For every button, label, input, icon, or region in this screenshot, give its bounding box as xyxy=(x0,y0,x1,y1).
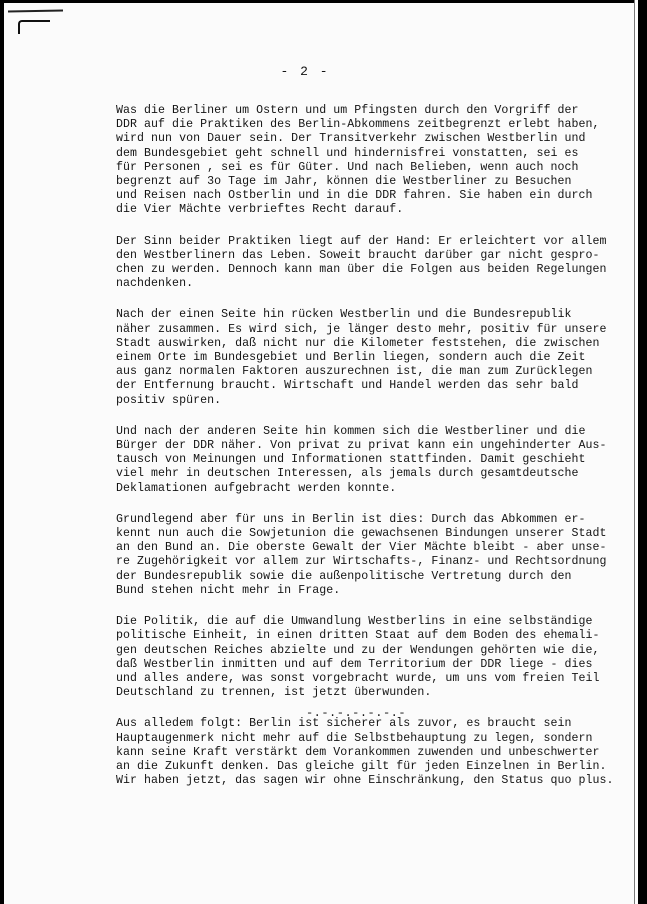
text-line: chen zu werden. Dennoch kann man über die Folgen aus beiden Regelungen xyxy=(116,263,607,277)
paragraph-2 xyxy=(116,235,636,292)
scan-edge-left xyxy=(0,0,4,904)
text-line: Deklamationen aufgebracht werden konnte. xyxy=(116,481,397,495)
text-line: den Westberlinern das Leben. Soweit braucht darüber gar nicht gespro- xyxy=(116,248,600,262)
text-line: und alles andere, was sonst vorgebracht wurde, um uns vom freien Teil xyxy=(116,671,600,685)
scan-corner-mark xyxy=(18,20,50,34)
text-line: an den Bund an. Die oberste Gewalt der Vier Mächte bleibt - aber unse- xyxy=(116,541,607,555)
page-number: - 2 - xyxy=(280,64,330,79)
text-line: einem Orte im Bundesgebiet und Berlin liegen, sondern auch die Zeit xyxy=(116,351,586,365)
text-line: für Personen , sei es für Güter. Und nach Belieben, wenn auch noch xyxy=(116,160,579,174)
text-line: viel mehr in deutschen Interessen, als jemals durch gesamtdeutsche xyxy=(116,467,579,481)
text-line: Der Sinn beider Praktiken liegt auf der Hand: Er erleichtert vor allem xyxy=(116,234,607,248)
text-line: tausch von Meinungen und Informationen stattfinden. Damit geschieht xyxy=(116,453,586,467)
text-line: Was die Berliner um Ostern und um Pfingsten durch den Vorgriff der xyxy=(116,104,579,117)
text-line: näher zusammen. Es wird sich, je länger desto mehr, positiv für unsere xyxy=(116,322,607,336)
scan-corner-line xyxy=(8,10,63,13)
text-line: nachdenken. xyxy=(116,277,194,291)
body-text xyxy=(116,104,636,805)
text-line: DDR auf die Praktiken des Berlin-Abkommens zeitbegrenzt erlebt haben, xyxy=(116,118,600,132)
text-line: der Bundesrepublik sowie die außenpolitische Vertretung durch den xyxy=(116,569,572,583)
text-line: Bund stehen nicht mehr in Frage. xyxy=(116,583,341,597)
text-line: gen deutschen Reiches abzielte und zu der Wendungen gehörten wie die, xyxy=(116,643,600,657)
text-line: politische Einheit, in einen dritten Staat auf dem Boden des ehemali- xyxy=(116,629,600,643)
text-line: die Vier Mächte verbrieftes Recht darauf. xyxy=(116,203,404,217)
paragraph-1 xyxy=(116,104,636,218)
text-line: kennt nun auch die Sowjetunion die gewachsenen Bindungen unserer Stadt xyxy=(116,527,607,541)
text-line: aus ganz normalen Faktoren auszurechnen ist, die man zum Zurücklegen xyxy=(116,365,593,379)
paragraph-5 xyxy=(116,513,636,598)
text-line: Nach der einen Seite hin rücken Westberlin und die Bundesrepublik xyxy=(116,308,572,322)
text-line: Die Politik, die auf die Umwandlung Westberlins in eine selbständige xyxy=(116,615,593,629)
text-line: Bürger der DDR näher. Von privat zu privat kann ein ungehinderter Aus- xyxy=(116,439,607,453)
text-line: wird nun von Dauer sein. Der Transitverkehr zwischen Westberlin und xyxy=(116,132,586,146)
text-line: re Zugehörigkeit vor allem zur Wirtschafts-, Finanz- und Rechtsordnung xyxy=(116,555,607,569)
scan-edge-top xyxy=(0,0,647,8)
paragraph-4 xyxy=(116,425,636,496)
text-line: dem Bundesgebiet geht schnell und hindernisfrei vonstatten, sei es xyxy=(116,146,579,160)
text-line: Wir haben jetzt, das sagen wir ohne Einschränkung, den Status quo plus. xyxy=(116,774,614,788)
text-line: der Entfernung braucht. Wirtschaft und Handel werden das sehr bald xyxy=(116,379,579,393)
paragraph-3 xyxy=(116,308,636,407)
paragraph-7 xyxy=(116,717,636,788)
text-line: Und nach der anderen Seite hin kommen sich die Westberliner und die xyxy=(116,424,586,438)
text-line: Deutschland zu trennen, ist jetzt überwunden. xyxy=(116,686,432,700)
text-line: kann seine Kraft verstärkt dem Vorankommen zuwenden und unbeschwerter xyxy=(116,745,600,759)
text-line: begrenzt auf 3o Tage im Jahr, können die Westberliner zu Besuchen xyxy=(116,175,572,189)
text-line: Grundlegend aber für uns in Berlin ist dies: Durch das Abkommen er- xyxy=(116,512,586,526)
text-line: daß Westberlin inmitten und auf dem Territorium der DDR liege - dies xyxy=(116,657,593,671)
text-line: an die Zukunft denken. Das gleiche gilt für jeden Einzelnen in Berlin. xyxy=(116,759,607,773)
end-separator: -.-.-.-.-.-.- xyxy=(305,706,407,720)
text-line: Hauptaugenmerk nicht mehr auf die Selbstbehauptung zu legen, sondern xyxy=(116,731,593,745)
text-line: Stadt auswirken, daß nicht nur die Kilometer feststehen, die zwischen xyxy=(116,336,600,350)
text-line: und Reisen nach Ostberlin und in die DDR fahren. Sie haben ein durch xyxy=(116,189,593,203)
paragraph-6 xyxy=(116,615,636,700)
text-line: Aus alledem folgt: Berlin ist sicherer als zuvor, es braucht sein xyxy=(116,717,572,731)
text-line: positiv spüren. xyxy=(116,393,222,407)
